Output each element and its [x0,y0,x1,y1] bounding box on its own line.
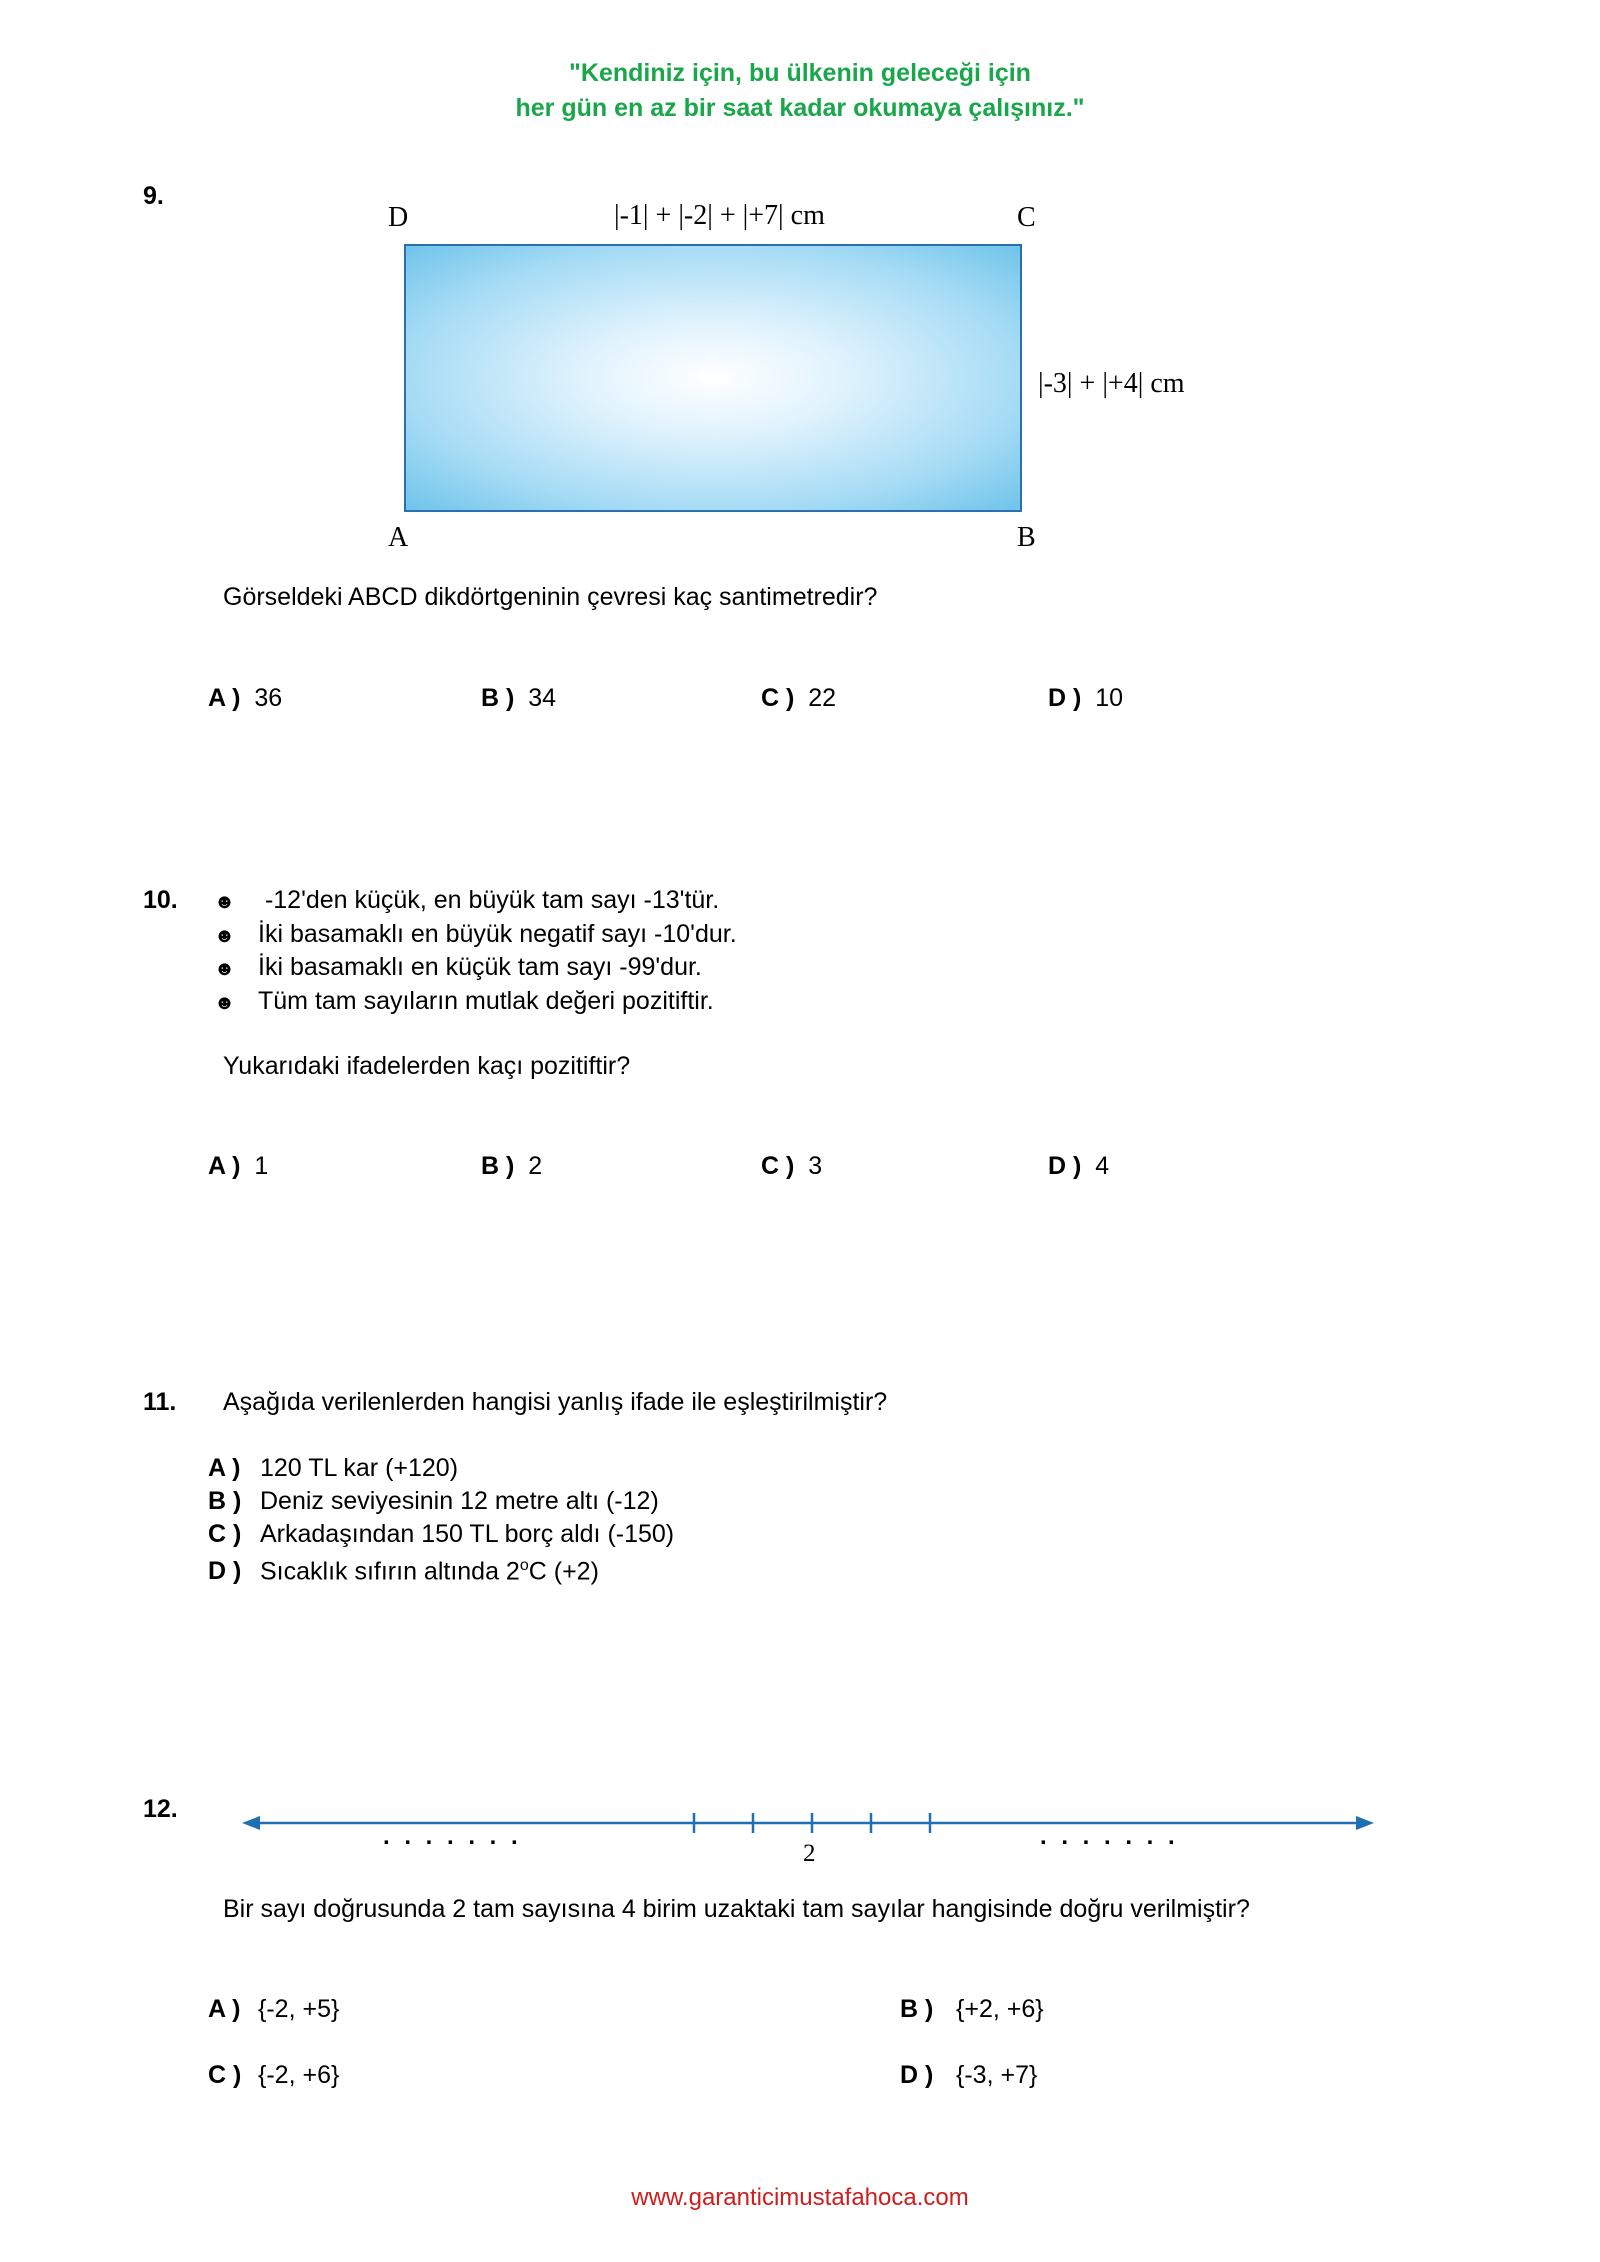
option-text-after: C (+2) [528,1557,599,1586]
corner-label-c: C [1017,202,1036,233]
smiley-icon: ☻ [214,891,236,913]
statement-item [214,953,737,987]
option-text: Deniz seviyesinin 12 metre altı (-12) [260,1487,659,1515]
statement-item [214,886,737,920]
option-text: 3 [808,1152,823,1180]
q10-option-d[interactable] [1048,1152,1109,1181]
option-label: B ) [900,1995,934,2023]
option-label: A ) [208,1454,241,1482]
option-text: Arkadaşından 150 TL borç aldı (-150) [260,1520,675,1548]
option-text: 2 [528,1152,543,1180]
option-label: D ) [900,2061,934,2089]
option-text: {-2, +6} [258,2061,340,2089]
statement-item [214,920,737,954]
question-9-number: 9. [143,182,164,210]
q11-option-b[interactable] [208,1487,659,1516]
option-label: B ) [208,1487,242,1515]
left-arrow-head [242,1816,260,1830]
option-text: {-3, +7} [956,2061,1038,2089]
option-label: A ) [208,684,241,712]
q12-option-d[interactable] [900,2061,1037,2090]
smiley-icon: ☻ [214,958,236,980]
degree-superscript: o [519,1557,529,1574]
statement-text: İki basamaklı en küçük tam sayı -99'dur. [258,953,702,981]
option-text: {-2, +5} [258,1995,340,2023]
q10-option-b[interactable] [481,1152,542,1181]
option-label: C ) [761,1152,795,1180]
right-arrow-head [1356,1816,1374,1830]
statement-text: Tüm tam sayıların mutlak değeri pozitiftir. [258,986,714,1015]
motto-header [0,56,1600,126]
question-12-number: 12. [143,1795,178,1823]
motto-line-2: her gün en az bir saat kadar okumaya çalışınız." [515,94,1085,122]
q9-option-b[interactable] [481,684,556,713]
q11-option-d[interactable] [208,1557,599,1586]
rectangle-abcd [404,244,1022,512]
q9-option-a[interactable] [208,684,282,713]
option-label: D ) [1048,684,1082,712]
right-side-label: |-3| + |+4| cm [1038,368,1185,399]
q12-option-a[interactable] [208,1995,339,2024]
option-text: 120 TL kar (+120) [260,1454,459,1482]
question-10-text: Yukarıdaki ifadelerden kaçı pozitiftir? [223,1052,631,1080]
smiley-icon: ☻ [214,991,236,1014]
corner-label-d: D [388,202,409,233]
q9-option-d[interactable] [1048,684,1123,713]
q11-option-c[interactable] [208,1520,674,1549]
statement-text: -12'den küçük, en büyük tam sayı -13'tür. [258,886,720,914]
statement-text: İki basamaklı en büyük negatif sayı -10'dur. [258,919,737,948]
option-label: B ) [481,1152,515,1180]
option-label: C ) [208,1520,242,1548]
option-label: A ) [208,1152,241,1180]
tick-label-2: 2 [803,1840,816,1867]
q12-option-b[interactable] [900,1995,1044,2024]
motto-line-1: "Kendiniz için, bu ülkenin geleceği için [569,59,1031,87]
option-label: C ) [208,2061,242,2089]
option-text: 22 [808,684,837,712]
question-10-number: 10. [143,886,178,914]
option-text: 10 [1095,684,1124,712]
statement-list [214,886,737,1020]
top-side-label: |-1| + |-2| + |+7| cm [614,200,825,231]
question-12-text: Bir sayı doğrusunda 2 tam sayısına 4 birim uzaktaki tam sayılar hangisinde doğru verilmiştir? [223,1895,1250,1923]
statement-item [214,987,737,1021]
option-text: 34 [528,684,557,712]
q12-option-c[interactable] [208,2061,339,2090]
option-label: D ) [1048,1152,1082,1180]
website-link[interactable]: www.garanticimustafahoca.com [631,2184,969,2211]
q10-option-a[interactable] [208,1152,268,1181]
q10-option-c[interactable] [761,1152,822,1181]
question-9-text: Görseldeki ABCD dikdörtgeninin çevresi kaç santimetredir? [223,583,878,611]
question-11-text: Aşağıda verilenlerden hangisi yanlış ifade ile eşleştirilmiştir? [223,1388,888,1416]
q9-option-c[interactable] [761,684,836,713]
corner-label-a: A [388,522,409,553]
option-text: 4 [1095,1152,1110,1180]
option-label: D ) [208,1557,242,1586]
option-text: 1 [254,1152,269,1180]
option-label: B ) [481,684,515,712]
corner-label-b: B [1017,522,1036,553]
option-text: {+2, +6} [956,1995,1044,2023]
question-11-number: 11. [143,1388,177,1416]
right-dots: . . . . . . . [1040,1823,1179,1850]
q11-option-a[interactable] [208,1454,458,1483]
smiley-icon: ☻ [214,924,236,947]
left-dots: . . . . . . . [383,1823,522,1850]
option-text: 36 [254,684,283,712]
option-label: A ) [208,1995,241,2023]
option-label: C ) [761,684,795,712]
option-text-before: Sıcaklık sıfırın altında 2 [260,1557,520,1586]
